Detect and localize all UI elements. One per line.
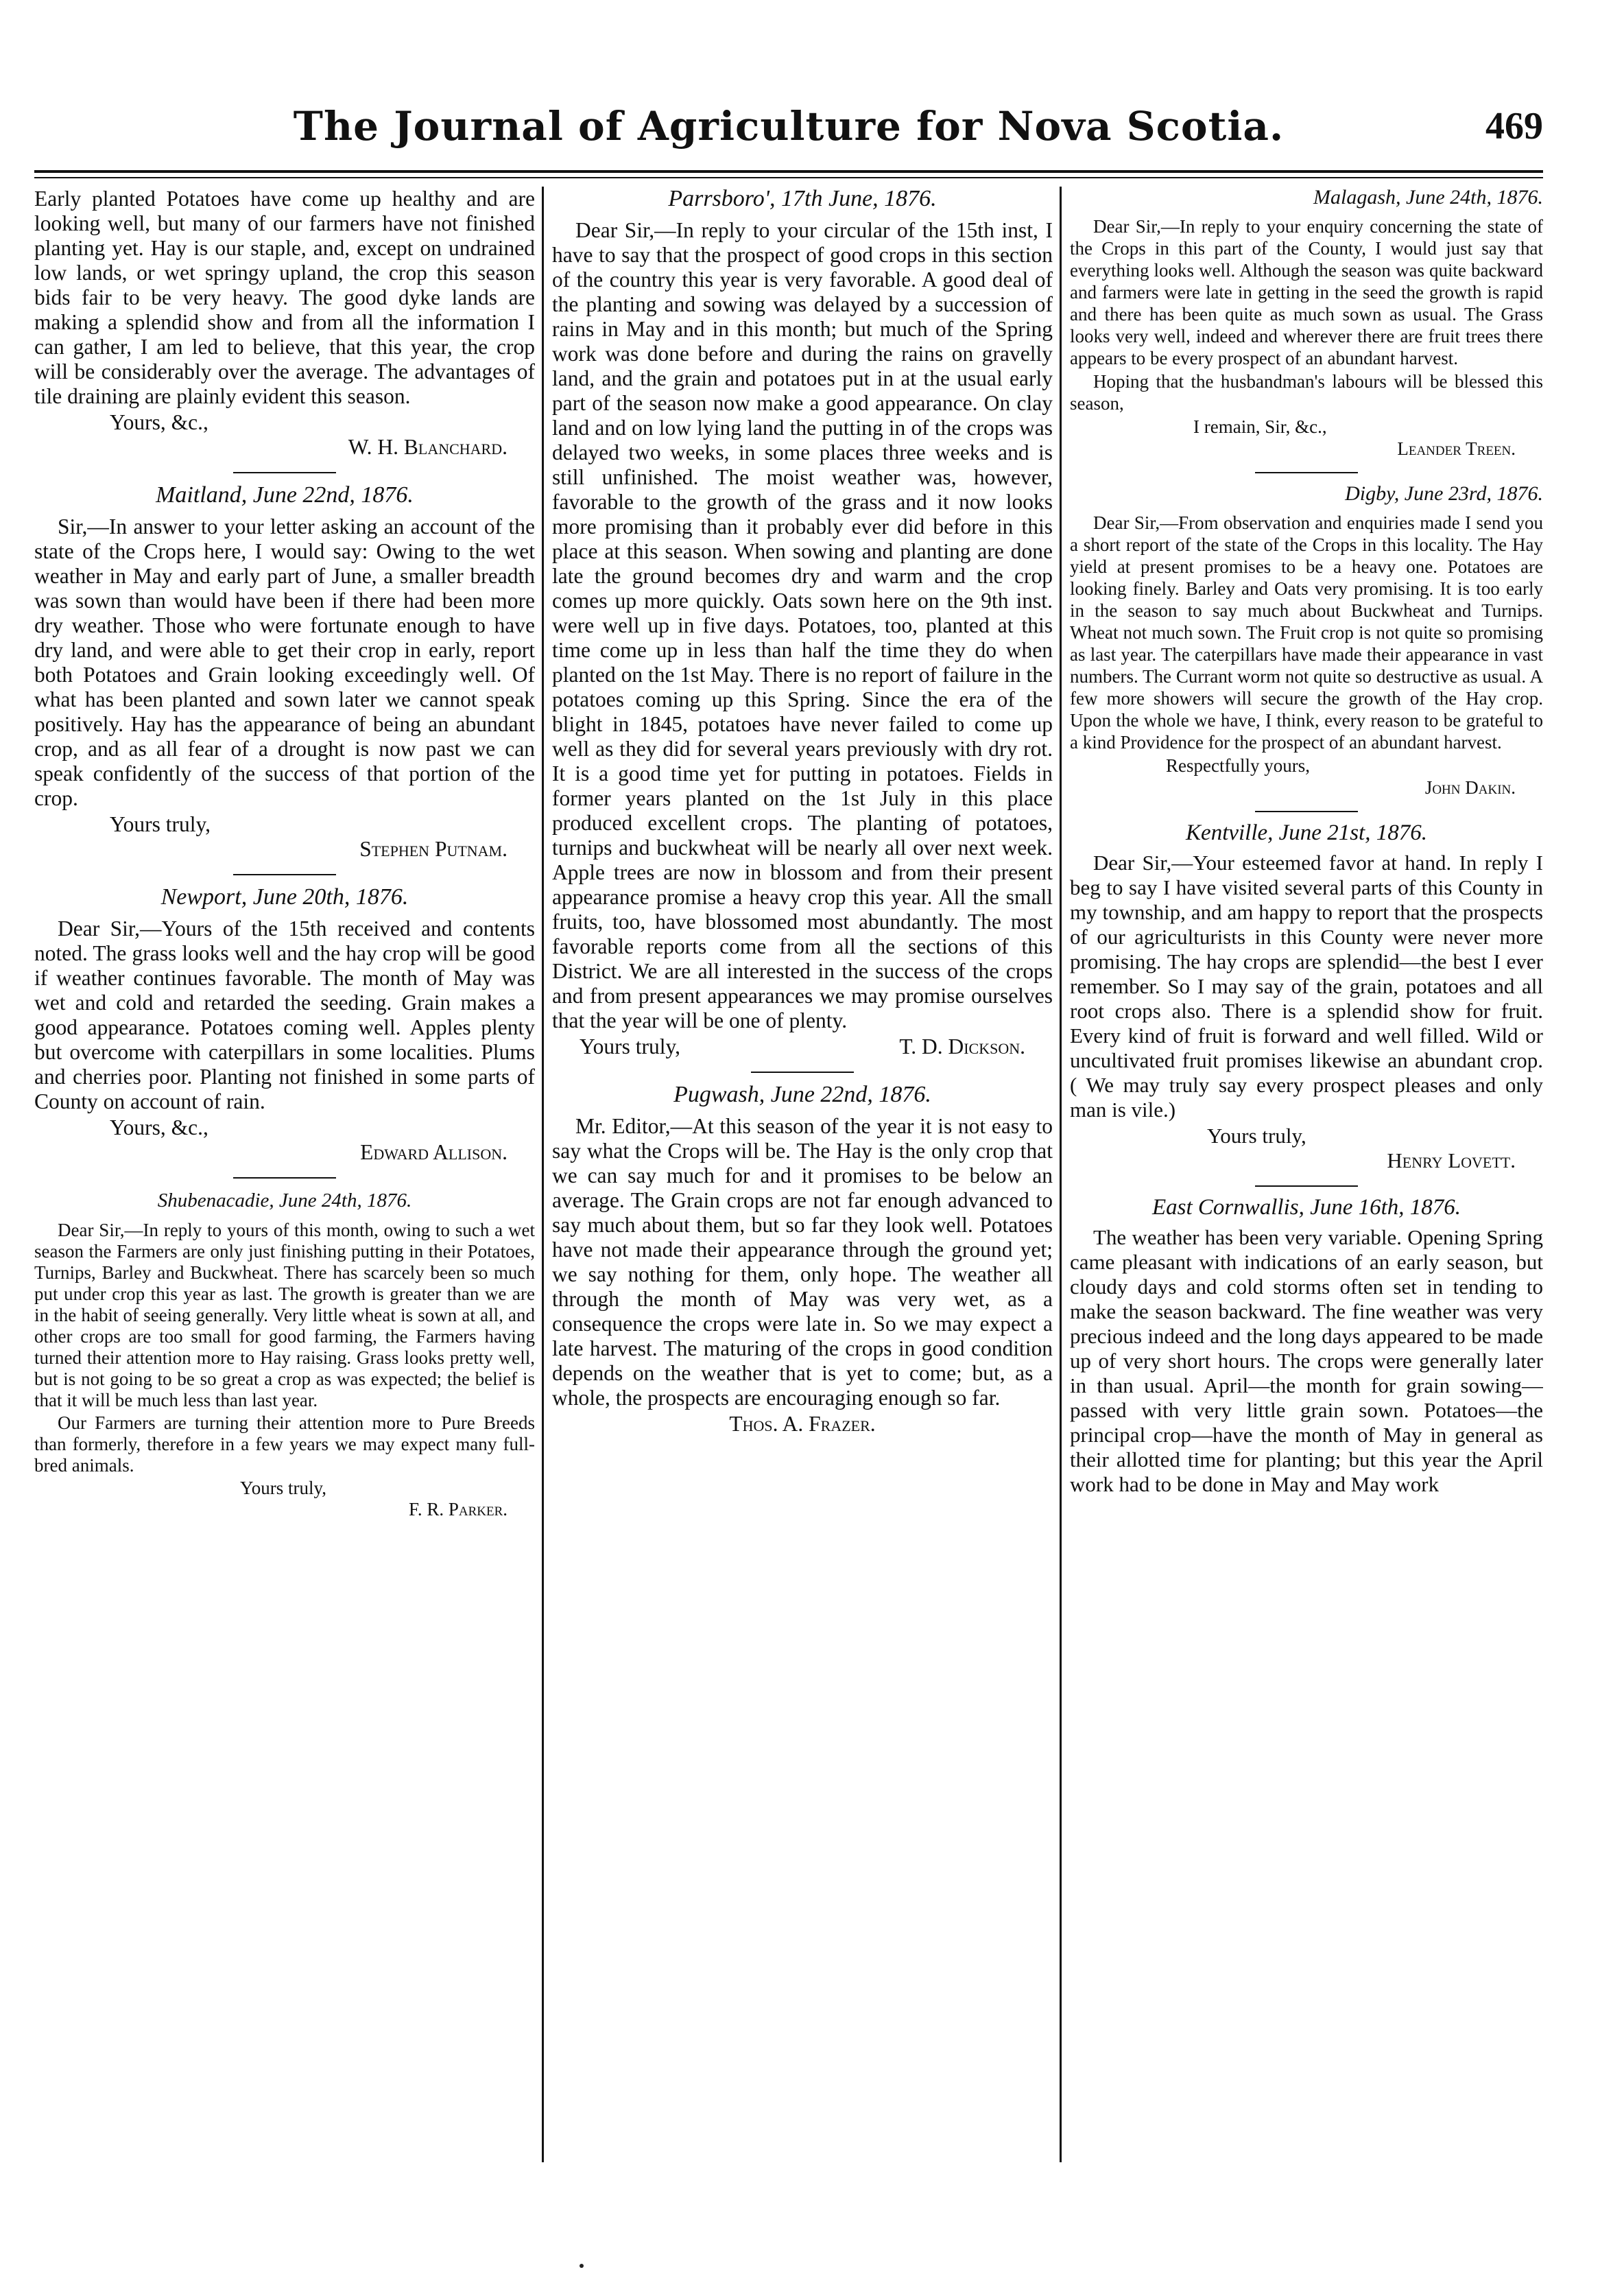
letter-signature: Edward Allison. [360,1140,508,1164]
page-number: 469 [1485,105,1543,147]
letter-closing: Yours truly, [580,1034,681,1058]
letter-closing: Yours truly, [110,812,211,836]
letter-body: Dear Sir,—In reply to yours of this month, owing to such a wet season the Farmers are only just finishing putting in their Potatoes, Turnips, Barley and Buckwheat. There has scarcely been so much put under crop this year as last. The growth is greater than we are in the habit of seeing generally. Very little wheat is sown at all, and other crops are too small for good farming, the Farmers having turned their attention more to Hay raising. Grass looks pretty well, but is not going to be so great a crop as was expected; the belief is that it will be much less than last year. [34,1220,535,1410]
section-divider [233,1177,336,1179]
letter-dateline: Maitland, June 22nd, 1876. [156,482,414,508]
letter-body: Dear Sir,—Your esteemed favor at hand. In reply I beg to say I have visited several parts of this County in my township, and am happy to report that the prospects of our agriculturists in this County were never more promising. The hay crops are splendid—the best I ever remember. So I may say of the grain, potatoes and all root crops also. There is a splendid show for fruit. Every kind of fruit is forward and well filled. Wild or uncultivated fruit promises likewise an abundant crop. ( We may truly say every prospect pleases and only man is vile.) [1070,851,1543,1122]
letter-dateline: Kentville, June 21st, 1876. [1186,820,1427,845]
section-divider [233,472,336,473]
header-rule-thin [34,177,1543,178]
letter-closing: Yours, &c., [110,410,208,434]
header-rule [34,170,1543,173]
column-divider [542,187,544,2162]
letter-closing: Yours truly, [1207,1124,1306,1148]
letter-closing: Respectfully yours, [1166,755,1310,776]
column-divider [1060,187,1062,2162]
letter-body: Dear Sir,—Yours of the 15th received and contents noted. The grass looks well and the hay crop will be good if weather continues favorable. The month of May was wet and cold and retarded the seeding. Grain makes a good appearance. Potatoes coming well. Apples plenty but overcome with caterpillars in some localities. Plums and cherries poor. Planting not finished in some parts of County on account of rain. [34,916,535,1113]
letter-body: Dear Sir,—In reply to your circular of the 15th inst, I have to say that the prospect of good crops in this section of the country this year is very favorable. A good deal of the planting and sowing was delayed by a succession of rains in May and in this month; but much of the Spring work was done before and during the rains on gravelly land, and the grain and potatoes put in at the usual early part of the season now make a good appearance. On clay land and on low lying land the putting in of the crops was delayed two weeks, in some places three weeks and is still unfinished. The moist weather was, however, favorable to the growth of the grass and it now looks more promising than it probably ever did before in this place at this season. When sowing and planting are done late the ground becomes dry and warm and the crop comes up more quickly. Oats sown here on the 9th inst. were well up in five days. Potatoes, too, planted at this time come up in less than half the time they do when planted on the 1st May. There is no report of failure in the potatoes coming up this Spring. Since the era of the blight in 1845, potatoes have never failed to come up well as they did for several years previously with dry rot. It is a good time yet for putting in potatoes. Fields in former years planted on the 1st July in this place produced excellent crops. The planting of potatoes, turnips and buckwheat will be nearly all over next week. Apple trees are now in blossom and from their present appearance promise a heavy crop this year. All the small fruits, too, have blossomed most abundantly. The most favorable reports come from all the sections of this District. We are all interested in the success of the crops and from present appearances we may promise ourselves that the year will be one of plenty. [552,218,1053,1032]
letter-signature: Thos. A. Frazer. [729,1412,876,1436]
section-divider [1255,811,1358,812]
letter-dateline: Newport, June 20th, 1876. [160,884,409,910]
section-divider [233,874,336,875]
letter-signature: W. H. Blanchard. [348,435,508,459]
letter-dateline: Digby, June 23rd, 1876. [1345,482,1543,505]
letter-body: The weather has been very variable. Opening Spring came pleasant with indications of an early season, but cloudy days and cold storms often set in tending to make the season backward. The fine weather was very precious indeed and the long days appeared to be made up of very short hours. The crops were generally later in than usual. April—the month for grain sowing—passed with very little grain sown. Potatoes—the principal crop—have the month of May in general as their allotted time for planting; but this year the April work had to be done in May and May work [1070,1225,1543,1496]
letter-closing: I remain, Sir, &c., [1193,416,1327,437]
letter-closing: Yours truly, [240,1478,327,1498]
letter-signature: John Dakin. [1424,777,1516,798]
letter-closing: Yours, &c., [110,1115,208,1139]
column-3 [1070,187,1543,2135]
letter-signature: Leander Treen. [1397,438,1516,459]
letter-dateline: Malagash, June 24th, 1876. [1313,187,1543,209]
journal-title: The Journal of Agriculture for Nova Scotia. [293,103,1285,150]
letter-body: Hoping that the husbandman's labours will be blessed this season, [1070,371,1543,414]
column-2 [552,187,1053,2135]
letter-body: Dear Sir,—From observation and enquiries made I send you a short report of the state of the Crops in this locality. The Hay yield at present promises to be a heavy one. Potatoes are looking finely. Barley and Oats very promising. It is too early in the season to say much about Buckwheat and Turnips. Wheat not much sown. The Fruit crop is not quite so promising as last year. The caterpillars have made their appearance in vast numbers. The Currant worm not quite so destructive as usual. A few more showers will secure the growth of the Hay crop. Upon the whole we have, I think, every reason to be grateful to a kind Providence for the prospect of an abundant harvest. [1070,512,1543,753]
letter-body: Early planted Potatoes have come up healthy and are looking well, but many of our farmers have not finished planting yet. Hay is our staple, and, except on undrained low lands, or wet springy upland, the crop this season bids fair to be very heavy. The good dyke lands are making a splendid show and from all the information I can gather, I am led to believe, that this year, the crop will be considerably over the average. The advantages of tile draining are plainly evident this season. [34,187,535,408]
letter-dateline: Shubenacadie, June 24th, 1876. [157,1190,412,1211]
section-divider [1255,1185,1358,1187]
section-divider [1255,472,1358,473]
section-divider [751,1072,854,1073]
letter-body: Dear Sir,—In reply to your enquiry concerning the state of the Crops in this part of the County, I would just say that everything looks well. Although the season was quite backward and farmers were late in getting in the seed the growth is rapid and there has been quite as much sown as usual. The Grass looks very well, indeed and wherever there are fruit trees there appears to be every prospect of an abundant harvest. [1070,216,1543,368]
letter-body: Mr. Editor,—At this season of the year it is not easy to say what the Crops will be. The Hay is the only crop that we can say much for and it promises to be below an average. The Grain crops are not far enough advanced to say much about them, but so far they look well. Potatoes have not made their appearance through the ground yet; we say nothing for them, only hope. The weather all through the month of May was very wet, as a consequence the crops were late in. So we may expect a late harvest. The maturing of the crops in good condition depends on the weather that is yet to come; but, as a whole, the prospects are encouraging enough so far. [552,1114,1053,1410]
letter-closing-line [552,1034,1053,1059]
letter-body: Our Farmers are turning their attention more to Pure Breeds than formerly, therefore in a few years we may expect many full-bred animals. [34,1412,535,1476]
letter-dateline: East Cornwallis, June 16th, 1876. [1151,1195,1461,1220]
column-1 [34,187,535,2135]
letter-signature: T. D. Dickson. [899,1034,1025,1058]
letter-signature: F. R. Parker. [408,1499,508,1519]
letter-dateline: Pugwash, June 22nd, 1876. [673,1082,931,1107]
letter-dateline: Parrsboro', 17th June, 1876. [668,187,937,211]
ink-speck [580,2264,584,2268]
letter-body: Sir,—In answer to your letter asking an account of the state of the Crops here, I would say: Owing to the wet weather in May and early part of June, a smaller breadth was sown than would have been if there had been more dry weather. Those who were fortunate enough to have dry land, and were able to get their crop in early, report both Potatoes and Grain looking exceedingly well. Of what has been planted and sown later we cannot speak positively. Hay has the appearance of being an abundant crop, and as all fear of a drought is now past we can speak confidently of the success of that portion of the crop. [34,514,535,810]
page-header [34,89,1543,165]
letter-signature: Henry Lovett. [1387,1148,1516,1172]
letter-signature: Stephen Putnam. [359,837,508,861]
